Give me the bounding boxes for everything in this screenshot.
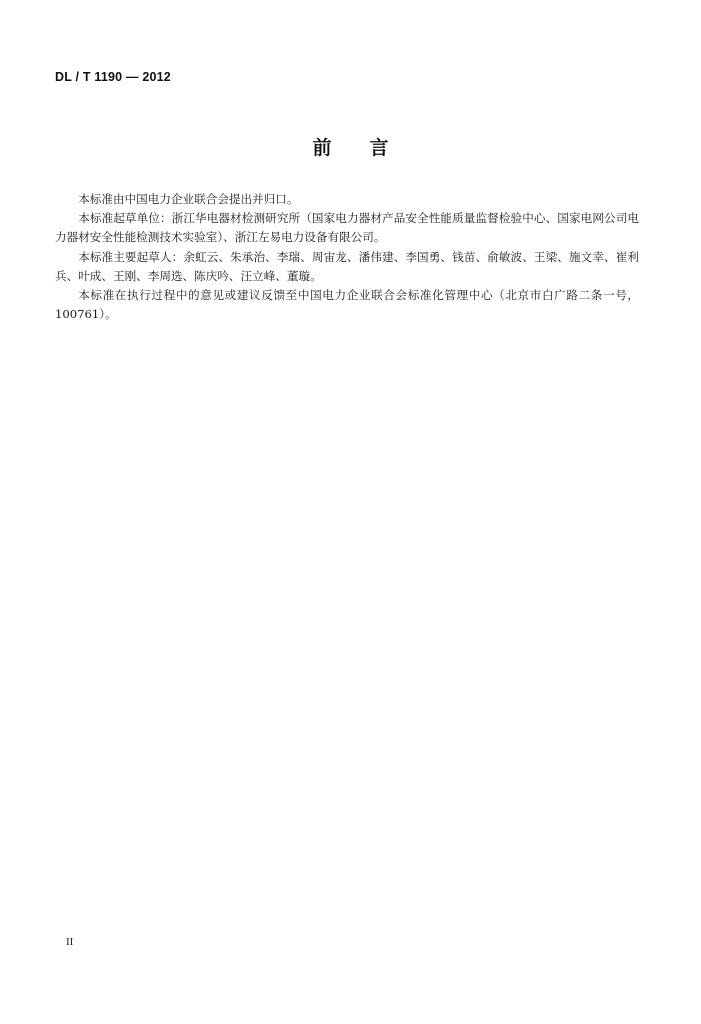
page-number: II xyxy=(66,936,74,948)
page-title-char-2: 言 xyxy=(369,137,389,159)
paragraph-feedback: 本标准在执行过程中的意见或建议反馈至中国电力企业联合会标准化管理中心（北京市白广路二条一号，100761）。 xyxy=(55,288,639,322)
standard-code-header: DL / T 1190 — 2012 xyxy=(55,70,171,84)
page-title xyxy=(0,133,701,160)
foreword-body xyxy=(55,190,639,324)
paragraph-drafters: 本标准主要起草人：余虹云、朱承治、李瑞、周宙龙、潘伟建、李国勇、钱苗、俞敏波、王梁、施文幸、崔利兵、叶成、王刚、李周选、陈庆吟、汪立峰、董璇。 xyxy=(55,249,639,283)
paragraph-proposer: 本标准由中国电力企业联合会提出并归口。 xyxy=(78,192,299,206)
paragraph-drafting-units: 本标准起草单位：浙江华电器材检测研究所（国家电力器材产品安全性能质量监督检验中心、国家电网公司电力器材安全性能检测技术实验室）、浙江左易电力设备有限公司。 xyxy=(55,211,639,245)
page-title-char-1: 前 xyxy=(312,137,332,159)
